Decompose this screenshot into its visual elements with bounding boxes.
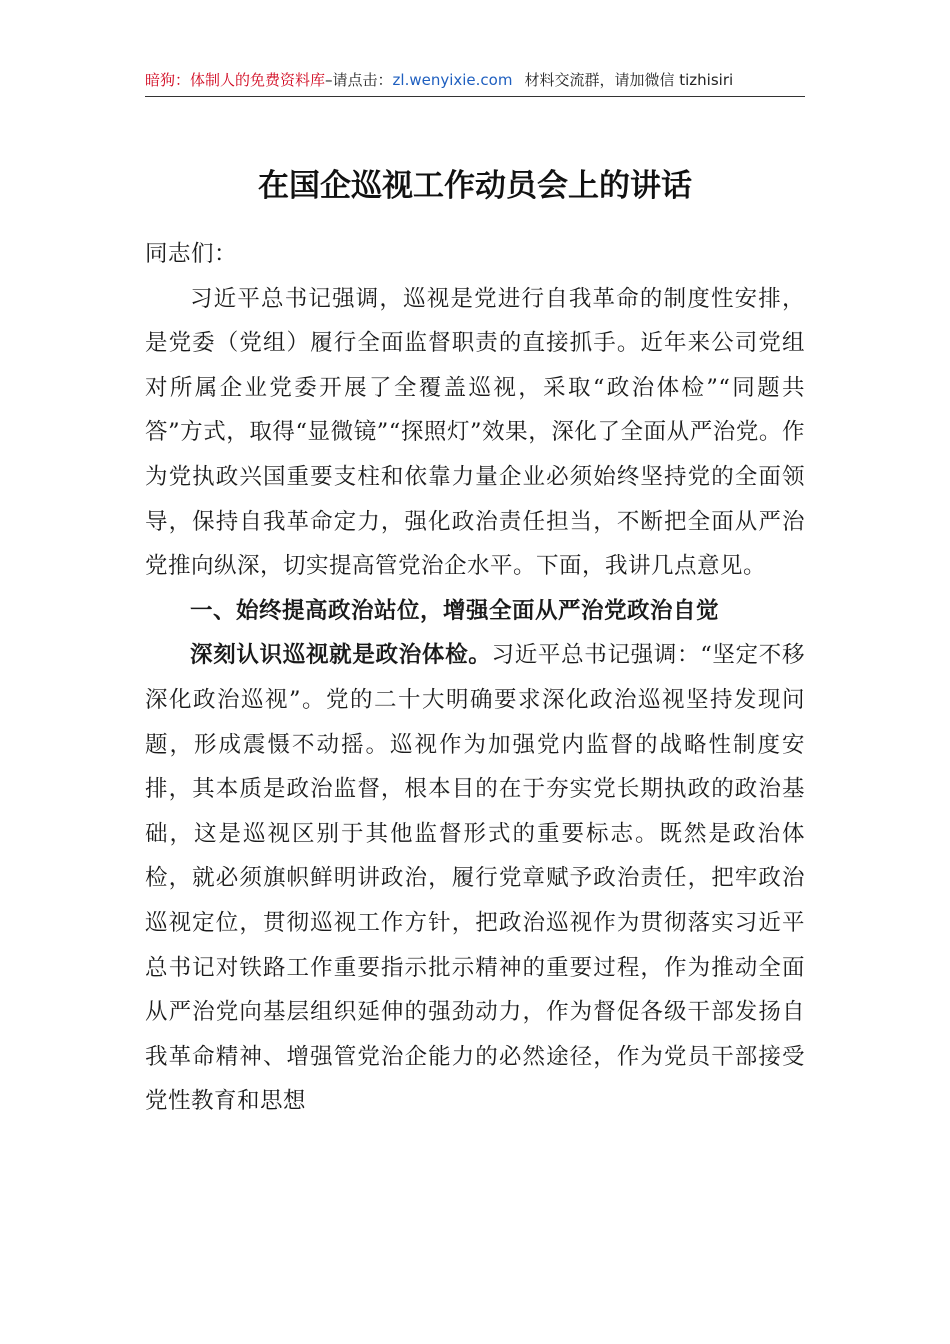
header-url-link[interactable]: zl.wenyixie.com [392,71,513,89]
header-wechat-note: 材料交流群，请加微信 tizhisiri [524,71,734,89]
section-1-heading: 一、始终提高政治站位，增强全面从严治党政治自觉 [190,597,720,624]
page-header [145,66,805,97]
header-click-prompt: –请点击： [325,71,393,89]
section-1-lead: 深刻认识巡视就是政治体检。 [190,642,492,669]
header-site-name: 暗狗：体制人的免费资料库 [145,71,326,89]
salutation: 同志们： [145,241,238,267]
document-body [145,232,805,1124]
section-1-body: 习近平总书记强调：“坚定不移深化政治巡视”。党的二十大明确要求深化政治巡视坚持发现问题，形成震慑不动摇。巡视作为加强党内监督的战略性制度安排，其本质是政治监督，根本目的在于夯实党长期执政的政治基础，这是巡视区别于其他监督形式的重要标志。既然是政治体检，就必须旗帜鲜明讲政治，履行党章赋予政治责任，把牢政治巡视定位，贯彻巡视工作方针，把政治巡视作为贯彻落实习近平总书记对铁路工作重要指示批示精神的重要过程，作为推动全面从严治党向基层组织延伸的强劲动力，作为督促各级干部发扬自我革命精神、增强管党治企能力的必然途径，作为党员干部接受党性教育和思想 [145,642,805,1115]
intro-paragraph: 习近平总书记强调，巡视是党进行自我革命的制度性安排，是党委（党组）履行全面监督职责的直接抓手。近年来公司党组对所属企业党委开展了全覆盖巡视，采取“政治体检”“同题共答”方式，取得“显微镜”“探照灯”效果，深化了全面从严治党。作为党执政兴国重要支柱和依靠力量企业必须始终坚持党的全面领导，保持自我革命定力，强化政治责任担当，不断把全面从严治党推向纵深，切实提高管党治企水平。下面，我讲几点意见。 [145,285,805,580]
section-1-paragraph [145,633,805,1124]
document-title: 在国企巡视工作动员会上的讲话 [258,168,692,204]
